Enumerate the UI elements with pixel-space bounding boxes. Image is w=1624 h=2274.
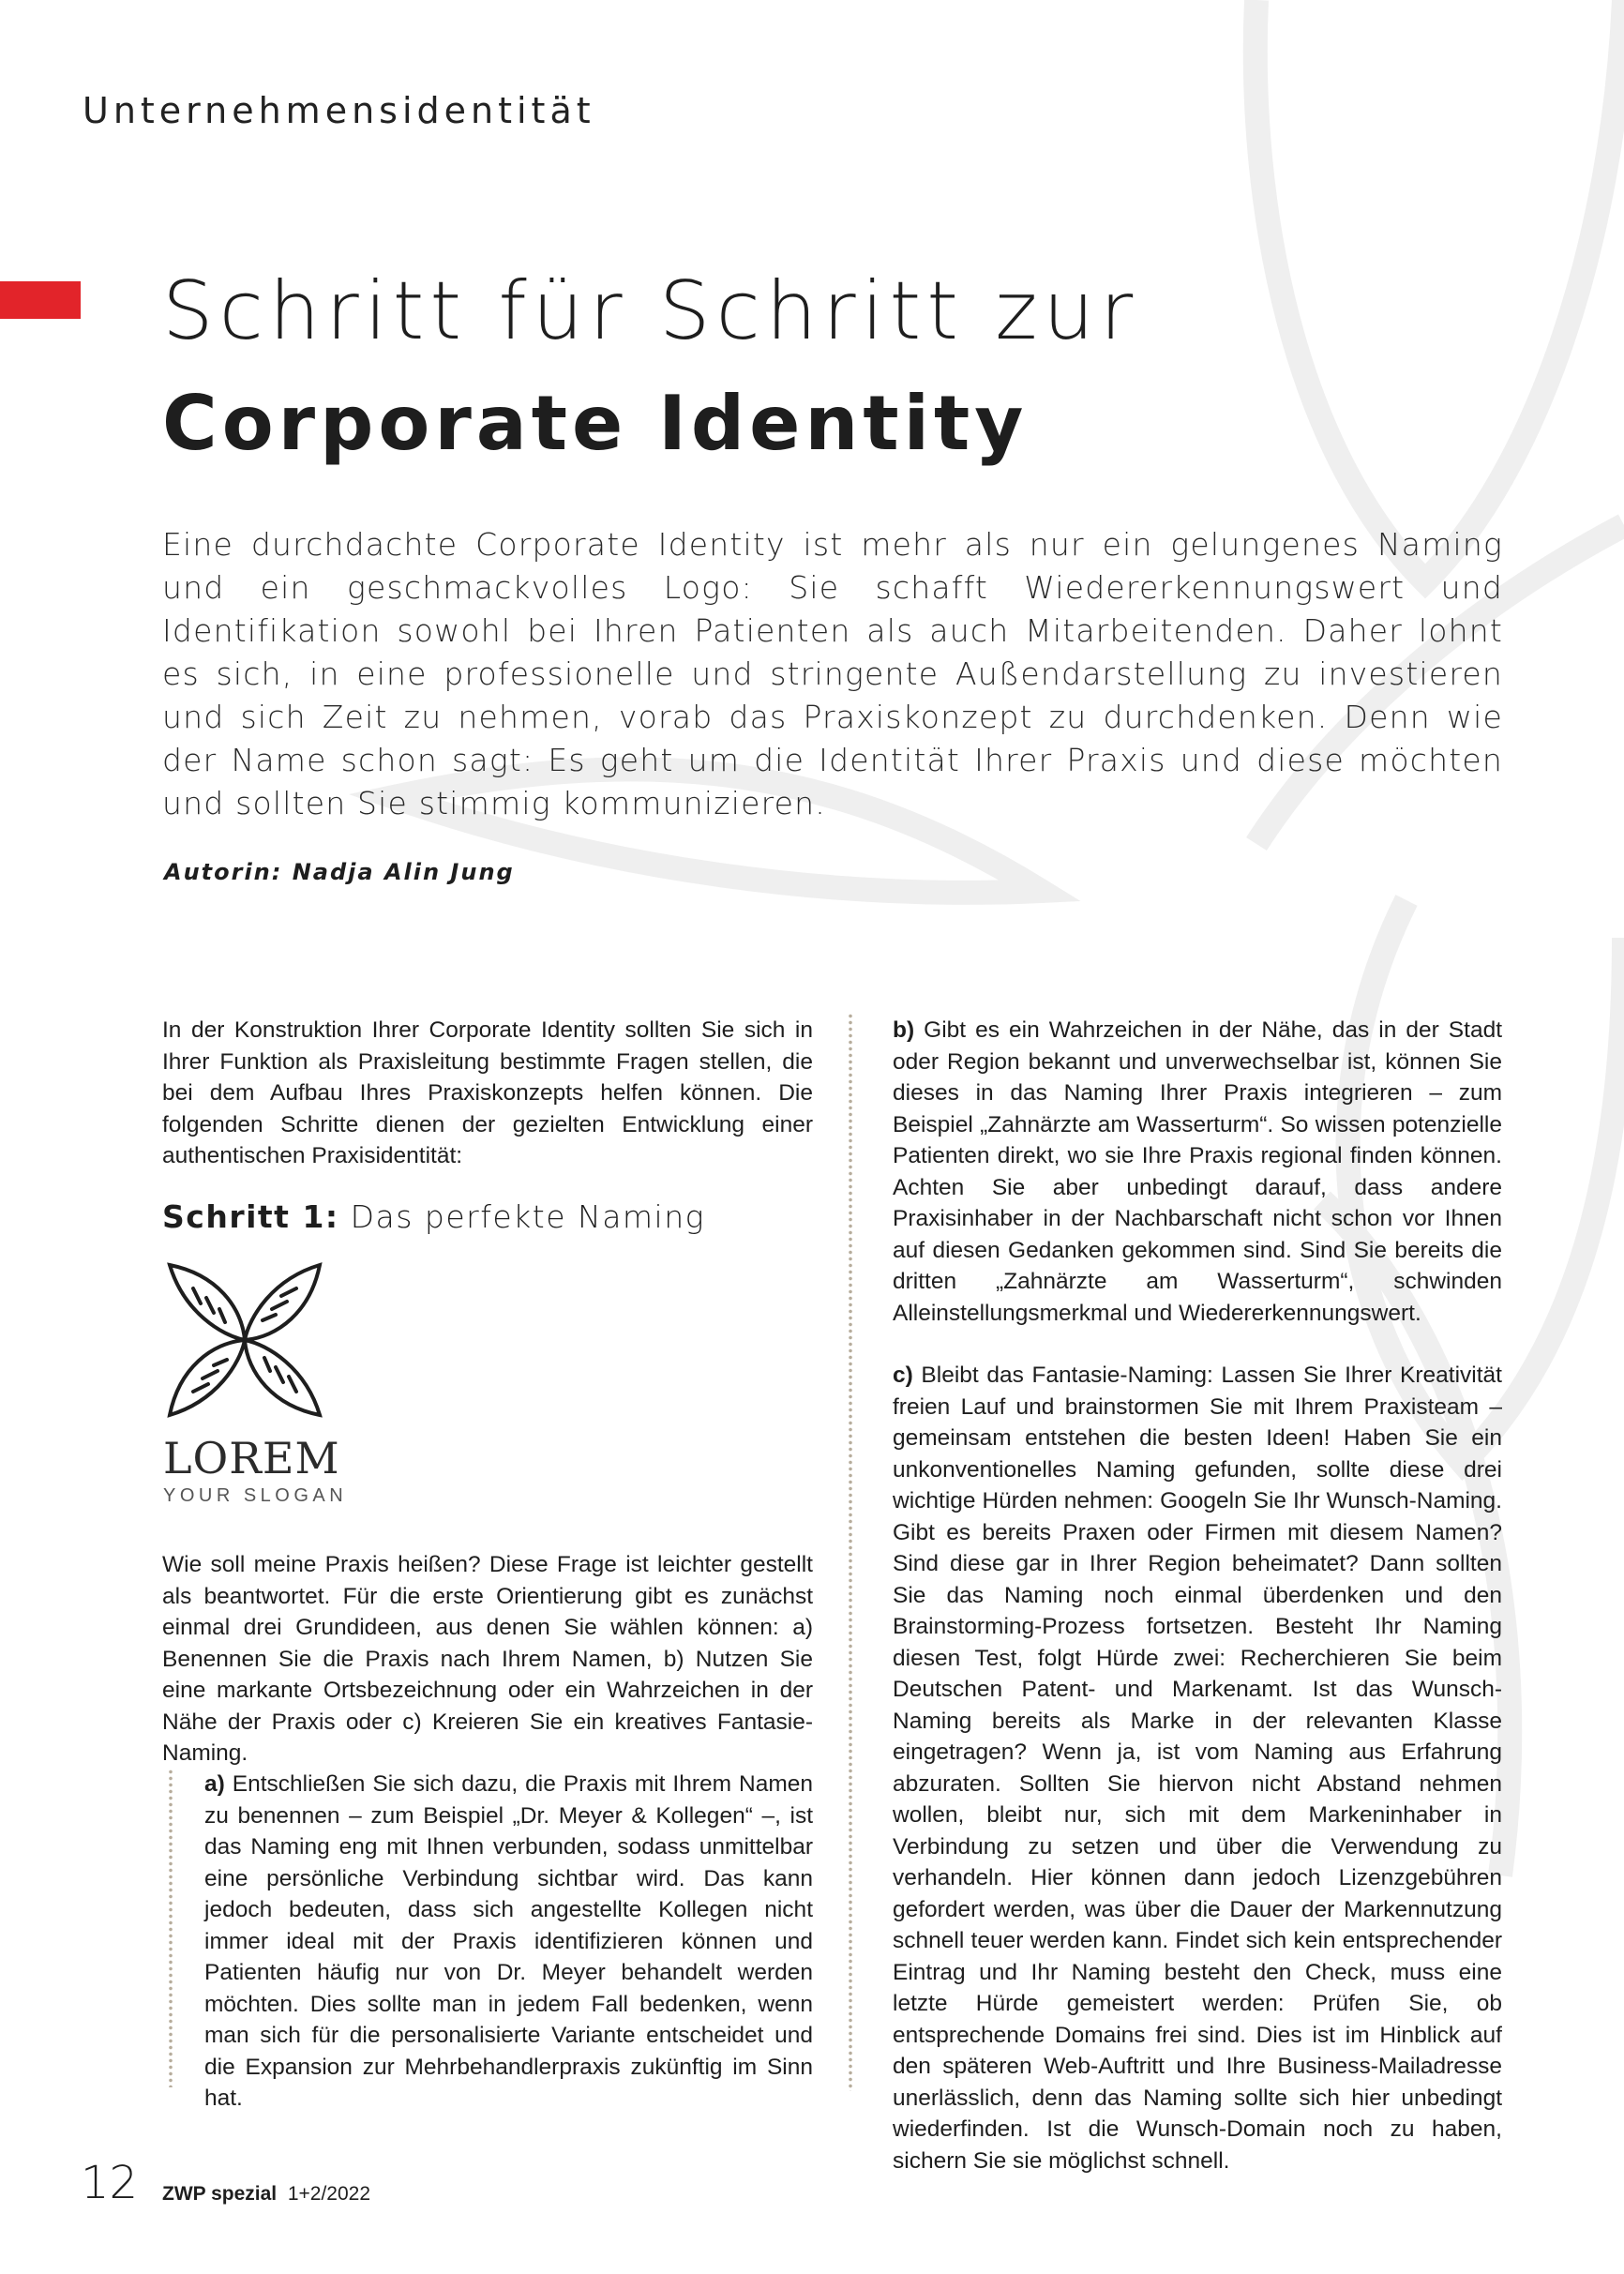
- step-title: Das perfekte Naming: [350, 1198, 705, 1235]
- accent-bar: [0, 281, 81, 319]
- left-column-intro: [162, 1015, 813, 1172]
- item-b-paragraph: [893, 1015, 1502, 1329]
- page-number: 12: [81, 2157, 139, 2209]
- title-line-1: Schritt für Schritt zur: [162, 264, 1139, 358]
- item-c-label: c): [893, 1363, 913, 1388]
- item-b-block: [893, 1015, 1502, 1329]
- example-logo-wordmark: LOREM: [163, 1433, 340, 1483]
- section-label: Unternehmensidentität: [83, 90, 595, 131]
- example-logo-leaf-icon: [165, 1260, 324, 1420]
- author-line: Autorin: Nadja Alin Jung: [164, 859, 515, 885]
- item-a-text: Entschließen Sie sich dazu, die Praxis mit Ihrem Namen zu benennen – zum Beispiel „Dr. Meyer & Kollegen“ –, ist das Naming eng mit Ihnen verbunden, sodass unmittelbar eine persönliche Verbindung sichtbar wird. Das kann jedoch bedeuten, dass sich angestellte Kollegen nicht immer ideal mit der Praxis identifizieren können und Patienten häufig nur von Dr. Meyer behandelt werden möchten. Dies sollte man in jedem Fall bedenken, wenn man sich für die personalisierte Variante entscheidet und die Expansion zur Mehrbehandlerpraxis zukünftig im Sinn hat.: [204, 1771, 813, 2111]
- column-divider: [847, 1013, 856, 2091]
- magazine-issue: 1+2/2022: [287, 2183, 371, 2205]
- item-a-block: [204, 1769, 813, 2115]
- left-column-body: [162, 1549, 813, 1770]
- lead-paragraph: Eine durchdachte Corporate Identity ist mehr als nur ein gelungenes Naming und ein geschmackvolles Logo: Sie schafft Wiedererkennungswert und Identifikation sowohl bei Ihren Patienten als auch Mitarbeitenden. Daher lohnt es sich, in eine professionelle und stringente Außendarstellung zu investieren und sich Zeit zu nehmen, vorab das Praxiskonzept zu durchdenken. Denn wie der Name schon sagt: Es geht um die Identität Ihrer Praxis und diese möchten und sollten Sie stimmig kommunizieren.: [162, 526, 1503, 821]
- intro-paragraph: In der Konstruktion Ihrer Corporate Identity sollten Sie sich in Ihrer Funktion als Praxisleitung bestimmte Fragen stellen, die bei dem Aufbau Ihres Praxiskonzepts helfen können. Die folgenden Schritte dienen der gezielten Entwicklung einer authentischen Praxisidentität:: [162, 1017, 813, 1168]
- item-b-text: Gibt es ein Wahrzeichen in der Nähe, das in der Stadt oder Region bekannt und unverwechselbar ist, können Sie dieses in das Naming Ihrer Praxis integrieren – zum Beispiel „Zahnärzte am Wasserturm“. So wissen potenzielle Patienten direkt, wo sie Ihre Praxis regional finden können. Achten Sie aber unbedingt darauf, dass andere Praxisinhaber in der Nachbarschaft nicht schon vor Ihnen auf diesen Gedanken gekommen sind. Sind Sie bereits die dritten „Zahnärzte am Wasserturm“, schwinden Alleinstellungsmerkmal und Wiedererkennungswert.: [893, 1017, 1503, 1326]
- item-c-block: [893, 1360, 1502, 2176]
- item-a-paragraph: [204, 1769, 813, 2115]
- example-logo-slogan: YOUR SLOGAN: [163, 1485, 348, 1506]
- item-a-decorative-rule: [167, 1769, 176, 2087]
- item-b-label: b): [893, 1017, 915, 1043]
- footer-magazine: [162, 2183, 370, 2206]
- step-heading: [162, 1198, 705, 1235]
- item-c-text: Bleibt das Fantasie-Naming: Lassen Sie Ihrer Kreativität freien Lauf und brainstormen Sie mit Ihrem Praxisteam – gemeinsam entstehen die besten Ideen! Haben Sie ein unkonventionelles Naming gefunden, sollte diese drei wichtige Hürden nehmen: Googeln Sie Ihr Wunsch-Naming. Gibt es bereits Praxen oder Firmen mit diesem Namen? Sind diese gar in Ihrer Region beheimatet? Dann sollten Sie das Naming noch einmal überdenken und den Brainstorming-Prozess fortsetzen. Besteht Ihr Naming diesen Test, folgt Hürde zwei: Recherchieren Sie beim Deutschen Patent- und Markenamt. Ist das Wunsch-Naming bereits als Marke in der relevanten Klasse eingetragen? Wenn ja, ist vom Naming aus Erfahrung abzuraten. Sollten Sie hiervon nicht Abstand nehmen wollen, bleibt nur, sich mit dem Markeninhaber in Verbindung zu setzen und über die Verwendung zu verhandeln. Hier können dann jedoch Lizenzgebühren gefordert werden, was über die Dauer der Markennutzung schnell teuer werden kann. Findet sich kein entsprechender Eintrag und Ihr Naming besteht den Check, muss eine letzte Hürde gemeistert werden: Prüfen Sie, ob entsprechende Domains frei sind. Dies ist im Hinblick auf den späteren Web-Auftritt und Ihre Business-Mailadresse unerlässlich, denn das Naming sollte sich hier unbedingt wiederfinden. Ist die Wunsch-Domain noch zu haben, sichern Sie sie möglichst schnell.: [893, 1363, 1502, 2174]
- naming-question-paragraph: Wie soll meine Praxis heißen? Diese Frage ist leichter gestellt als beantwortet. Für die erste Orientierung gibt es zunächst einmal drei Grundideen, aus denen Sie wählen können: a) Benennen Sie die Praxis nach Ihrem Namen, b) Nutzen Sie eine markante Ortsbezeichnung oder ein Wahrzeichen in der Nähe der Praxis oder c) Kreieren Sie ein kreatives Fantasie-Naming.: [162, 1552, 813, 1766]
- item-a-label: a): [204, 1771, 225, 1797]
- item-c-paragraph: [893, 1360, 1502, 2176]
- title-line-2: Corporate Identity: [162, 380, 1029, 467]
- page-title: [162, 264, 1138, 474]
- magazine-name: ZWP spezial: [162, 2183, 278, 2205]
- step-label: Schritt 1:: [162, 1198, 339, 1235]
